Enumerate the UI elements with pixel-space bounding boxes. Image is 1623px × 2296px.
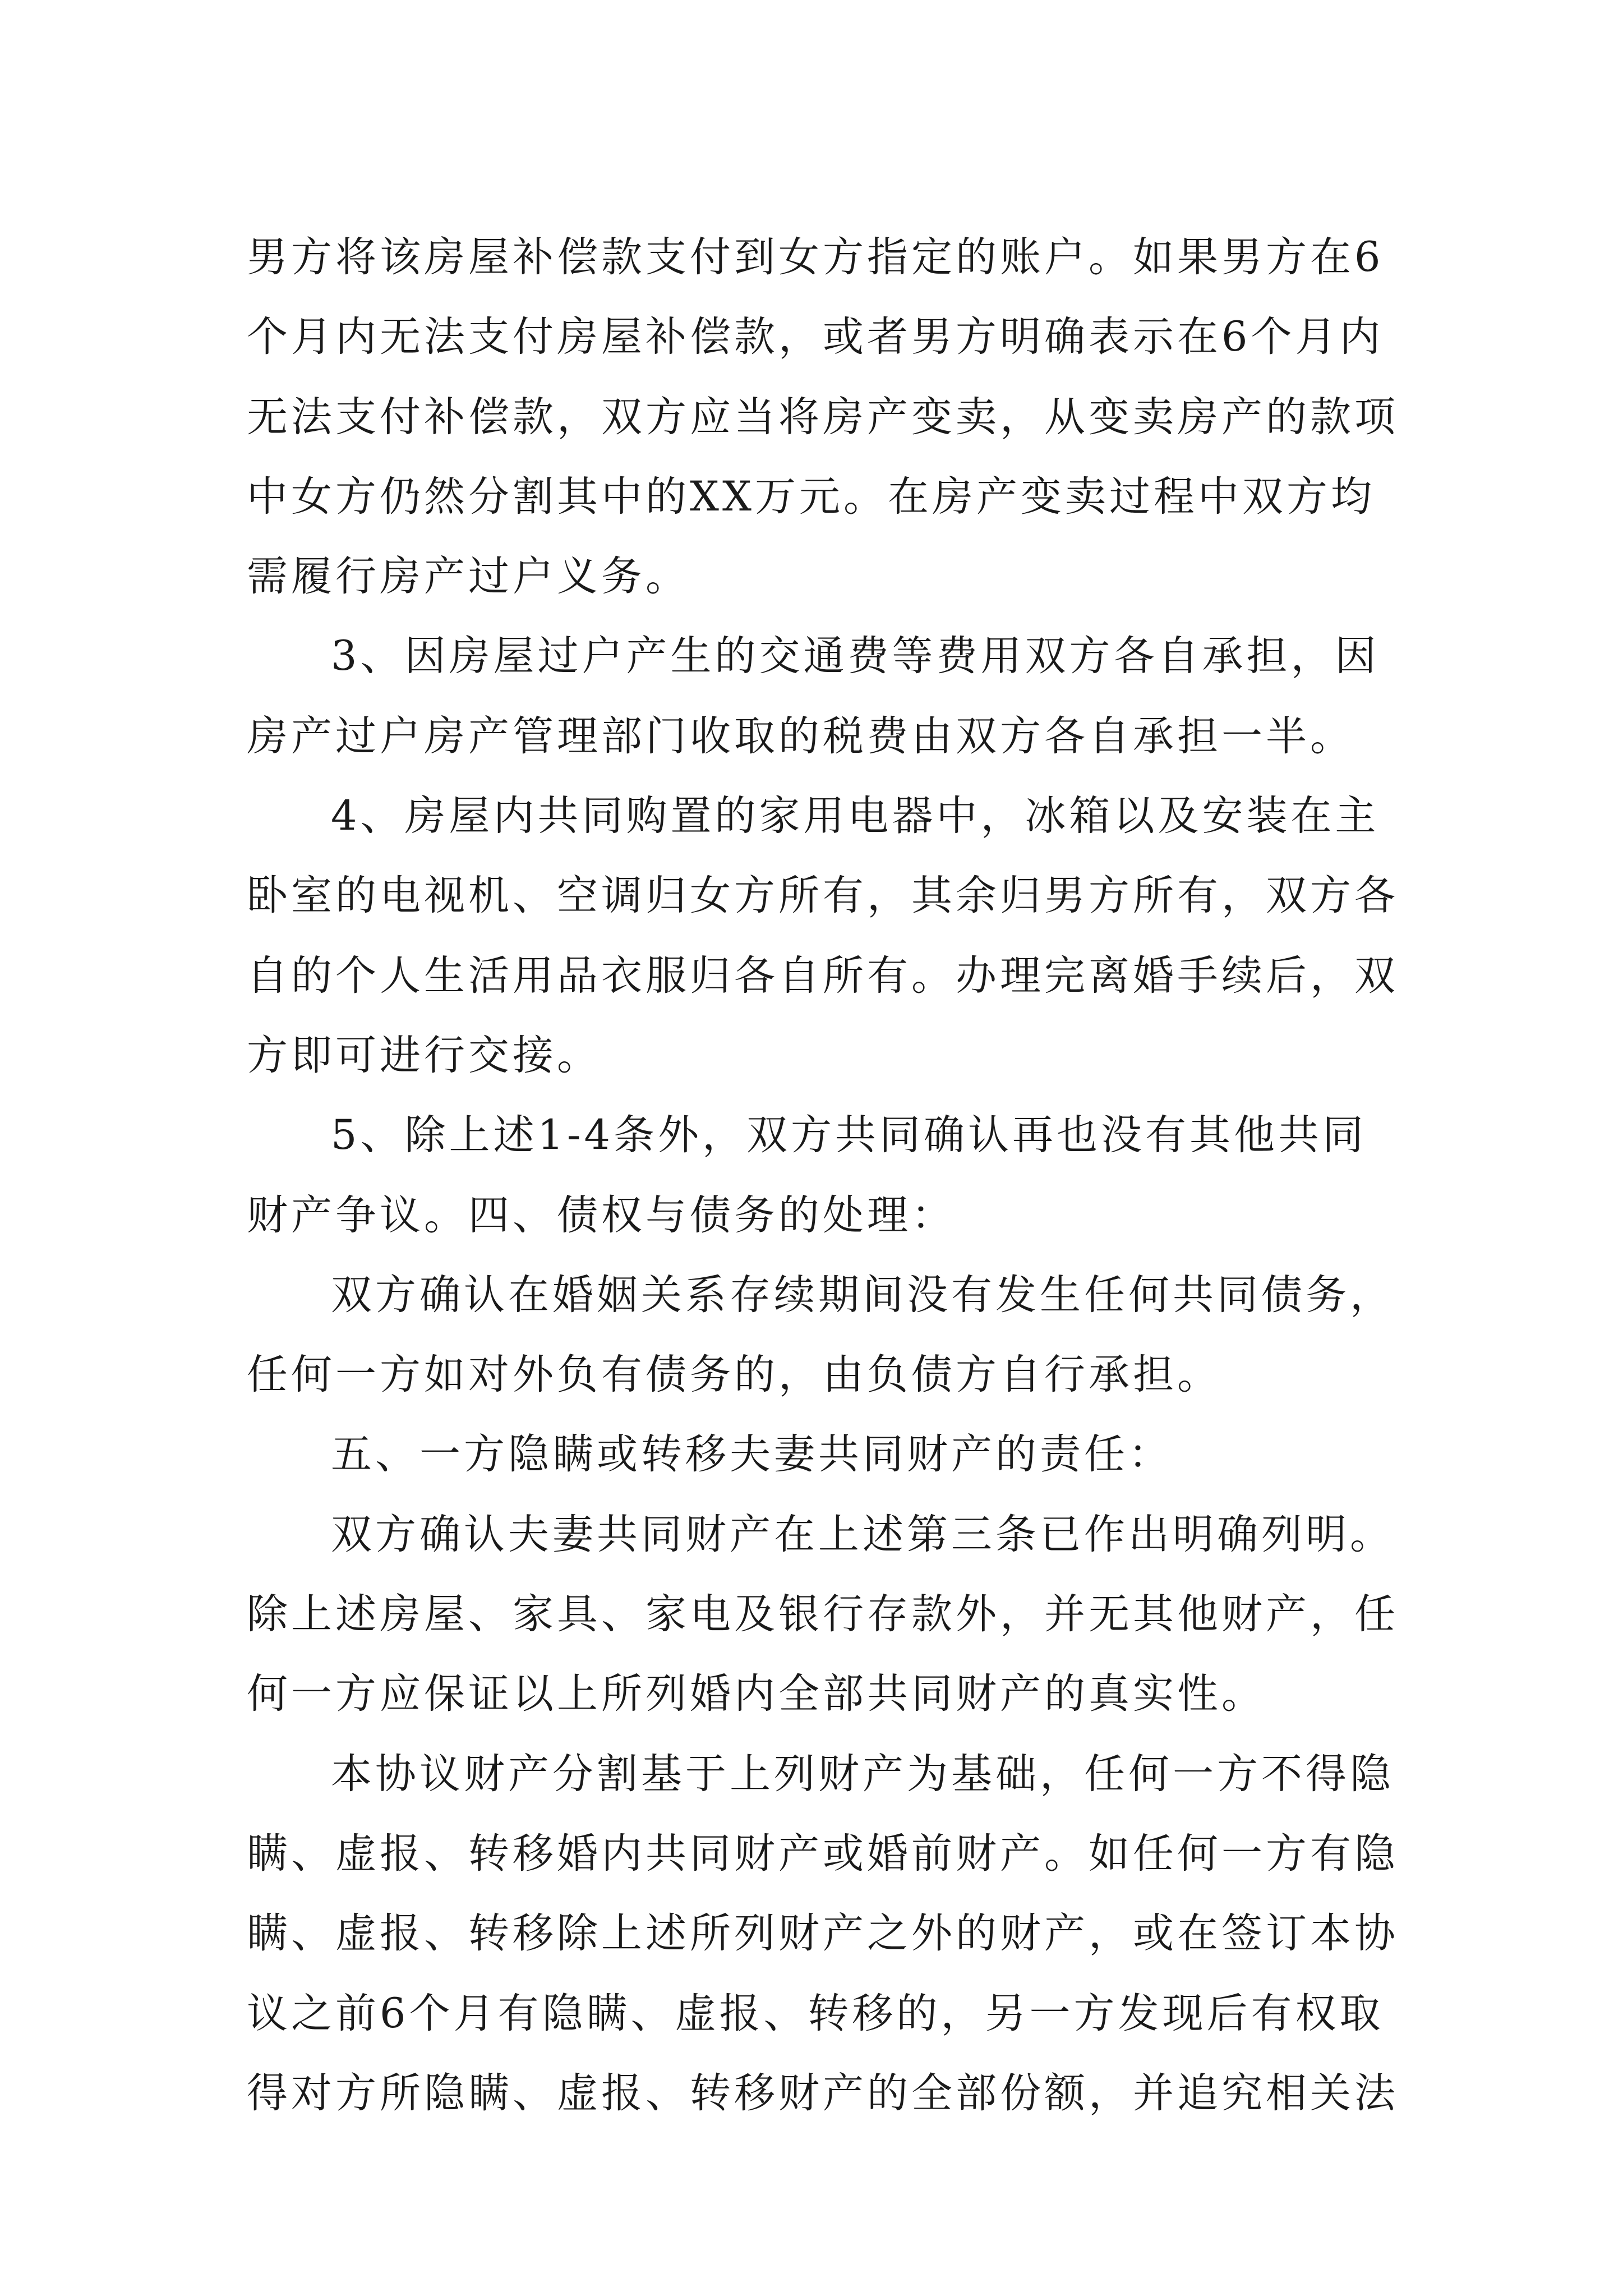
text-line: 无法支付补偿款，双方应当将房产变卖，从变卖房产的款项 — [247, 393, 1399, 441]
text-line: 瞒、虚报、转移婚内共同财产或婚前财产。如任何一方有隐 — [247, 1829, 1399, 1878]
text-line: 方即可进行交接。 — [247, 1031, 601, 1079]
text-line: 得对方所隐瞒、虚报、转移财产的全部份额，并追究相关法 — [247, 2069, 1399, 2117]
text-line: 卧室的电视机、空调归女方所有，其余归男方所有，双方各 — [247, 872, 1399, 920]
paragraph-start-line: 本协议财产分割基于上列财产为基础，任何一方不得隐 — [331, 1750, 1394, 1798]
text-line: 除上述房屋、家具、家电及银行存款外，并无其他财产，任 — [247, 1590, 1399, 1639]
document-body — [247, 218, 1424, 2133]
paragraph-start-line: 双方确认夫妻共同财产在上述第三条已作出明确列明。 — [331, 1510, 1394, 1558]
text-line: 议之前6个月有隐瞒、虚报、转移的，另一方发现后有权取 — [247, 1989, 1384, 2037]
text-line: 任何一方如对外负有债务的，由负债方自行承担。 — [247, 1351, 1221, 1399]
text-line: 自的个人生活用品衣服归各自所有。办理完离婚手续后，双 — [247, 951, 1399, 1000]
section-heading: 五、一方隐瞒或转移夫妻共同财产的责任： — [331, 1430, 1173, 1479]
text-line: 个月内无法支付房屋补偿款，或者男方明确表示在6个月内 — [247, 313, 1384, 361]
text-line: 瞒、虚报、转移除上述所列财产之外的财产，或在签订本协 — [247, 1910, 1399, 1958]
paragraph-start-line: 双方确认在婚姻关系存续期间没有发生任何共同债务， — [331, 1271, 1394, 1319]
paragraph-start-line: 4、房屋内共同购置的家用电器中，冰箱以及安装在主 — [331, 792, 1380, 840]
paragraph-start-line: 3、因房屋过户产生的交通费等费用双方各自承担，因 — [331, 632, 1380, 680]
text-line: 财产争议。四、债权与债务的处理： — [247, 1191, 956, 1239]
text-line: 男方将该房屋补偿款支付到女方指定的账户。如果男方在6 — [247, 233, 1384, 281]
paragraph-start-line: 5、除上述1-4条外，双方共同确认再也没有其他共同 — [331, 1111, 1367, 1159]
text-line: 房产过户房产管理部门收取的税费由双方各自承担一半。 — [247, 712, 1354, 760]
text-line: 何一方应保证以上所列婚内全部共同财产的真实性。 — [247, 1670, 1266, 1718]
text-line: 需履行房产过户义务。 — [247, 553, 690, 601]
text-line: 中女方仍然分割其中的XX万元。在房产变卖过程中双方均 — [247, 472, 1375, 521]
